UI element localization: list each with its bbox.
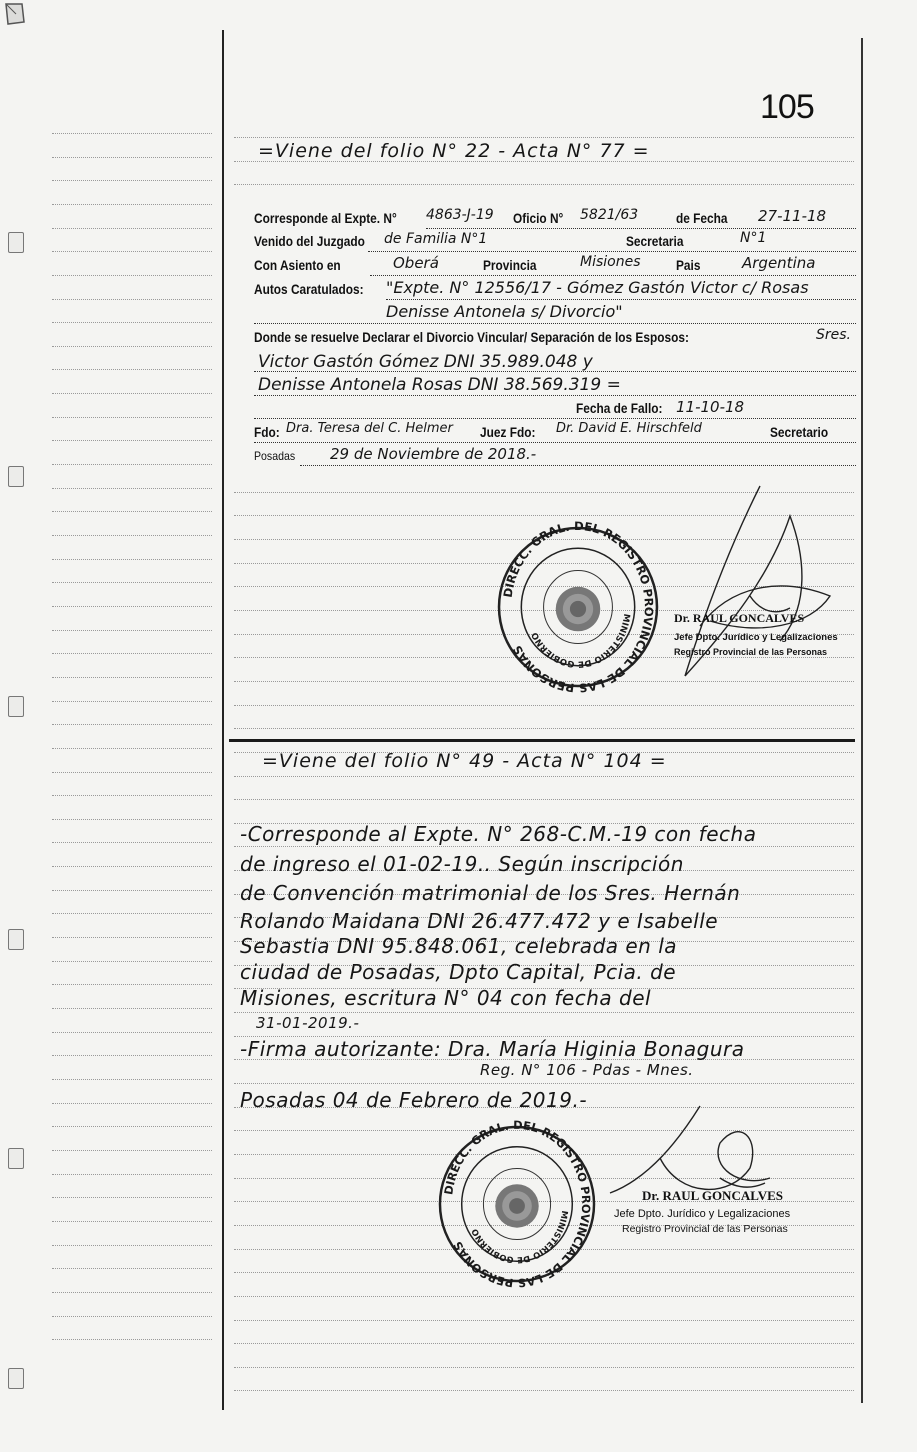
left-ruled-line xyxy=(52,630,212,631)
right-ruled-line xyxy=(234,1083,854,1084)
right-ruled-line xyxy=(234,799,854,800)
signature-1 xyxy=(640,476,840,696)
left-ruled-line xyxy=(52,464,212,465)
seal-ring-text-2: DIRECC. GRAL. DEL REGISTRO PROVINCIAL DE LAS PERSONAS xyxy=(441,1117,594,1291)
seal-inner-text-2: MINISTERIO DE GOBIERNO xyxy=(469,1209,571,1266)
binder-hole xyxy=(8,696,24,717)
act1-secretaria-value: N°1 xyxy=(740,230,767,246)
act2-body-line: Sebastia DNI 95.848.061, celebrada en la xyxy=(240,934,678,958)
right-ruled-line xyxy=(234,184,854,185)
act1-posadas-date: 29 de Noviembre de 2018.- xyxy=(330,445,537,463)
left-ruled-line xyxy=(52,511,212,512)
act1-secretario-label: Secretario xyxy=(770,425,829,440)
act1-juzgado-label: Venido del Juzgado xyxy=(254,234,365,249)
left-ruled-line xyxy=(52,180,212,181)
left-ruled-line xyxy=(52,1292,212,1293)
act1-pais-label: Pais xyxy=(676,258,701,273)
left-ruled-line xyxy=(52,440,212,441)
left-ruled-line xyxy=(52,984,212,985)
seal-inner-text: MINISTERIO DE GOBIERNO xyxy=(530,612,632,669)
left-ruled-line xyxy=(52,417,212,418)
act2-body-line: -Corresponde al Expte. N° 268-C.M.-19 con fecha xyxy=(240,822,757,846)
signature-1-name: Dr. RAUL GONCALVES xyxy=(674,611,805,625)
corner-mark xyxy=(4,2,26,26)
left-ruled-line xyxy=(52,701,212,702)
seal-ring-text: DIRECC. GRAL. DEL REGISTRO PROVINCIAL DE LAS PERSONAS xyxy=(500,518,656,696)
left-ruled-line xyxy=(52,1126,212,1127)
folio-number: 105 xyxy=(760,88,814,126)
left-ruled-line xyxy=(52,795,212,796)
left-ruled-line xyxy=(52,251,212,252)
act1-spouse-2: Denisse Antonela Rosas DNI 38.569.319 = xyxy=(258,375,621,395)
left-ruled-line xyxy=(52,748,212,749)
left-ruled-line xyxy=(52,204,212,205)
act1-asiento-value: Oberá xyxy=(393,254,439,272)
left-ruled-line xyxy=(52,724,212,725)
signature-2-title: Jefe Dpto. Jurídico y Legalizaciones xyxy=(614,1208,791,1220)
left-ruled-line xyxy=(52,535,212,536)
acts-divider xyxy=(229,739,855,742)
signature-1-office: Registro Provincial de las Personas xyxy=(674,647,828,657)
act1-fecha-value: 27-11-18 xyxy=(758,207,827,225)
left-ruled-line xyxy=(52,299,212,300)
left-ruled-line xyxy=(52,559,212,560)
left-ruled-line xyxy=(52,1221,212,1222)
right-ruled-line xyxy=(234,846,854,847)
act1-oficio-value: 5821/63 xyxy=(580,207,639,223)
left-ruled-line xyxy=(52,1008,212,1009)
binder-hole xyxy=(8,1368,24,1389)
binder-hole xyxy=(8,929,24,950)
act2-body-line: de ingreso el 01-02-19.. Según inscripción xyxy=(240,852,684,876)
left-ruled-line xyxy=(52,937,212,938)
right-ruled-line xyxy=(234,1012,854,1013)
act1-asiento-label: Con Asiento en xyxy=(254,258,341,273)
right-ruled-line xyxy=(234,776,854,777)
act1-fecha-label: de Fecha xyxy=(676,211,728,226)
act1-autos-value: "Expte. N° 12556/17 - Gómez Gastón Victor c/ Rosas Denisse Antonela s/ Divorcio" xyxy=(386,278,809,321)
left-ruled-line xyxy=(52,1079,212,1080)
left-ruled-line xyxy=(52,913,212,914)
act1-spouse-1: Victor Gastón Gómez DNI 35.989.048 y xyxy=(258,352,593,372)
act1-secretaria-label: Secretaria xyxy=(626,234,684,249)
left-ruled-line xyxy=(52,1174,212,1175)
left-ruled-line xyxy=(52,133,212,134)
act1-judge-name: Dra. Teresa del C. Helmer xyxy=(286,421,453,436)
left-ruled-line xyxy=(52,157,212,158)
left-ruled-line xyxy=(52,842,212,843)
left-ruled-line xyxy=(52,1197,212,1198)
act1-provincia-value: Misiones xyxy=(580,254,641,270)
left-ruled-line xyxy=(52,1268,212,1269)
left-ruled-line xyxy=(52,1316,212,1317)
registry-seal-2 xyxy=(438,1104,596,1304)
act1-expte-label: Corresponde al Expte. N° xyxy=(254,211,397,226)
right-ruled-line xyxy=(234,137,854,138)
act1-pais-value: Argentina xyxy=(742,254,816,272)
left-ruled-line xyxy=(52,677,212,678)
left-ruled-line xyxy=(52,1150,212,1151)
act1-divorcio-value: Sres. xyxy=(816,327,851,343)
right-ruled-line xyxy=(234,728,854,729)
act2-body-line: Posadas 04 de Febrero de 2019.- xyxy=(240,1088,588,1112)
left-ruled-line xyxy=(52,1103,212,1104)
act2-body-line: 31-01-2019.- xyxy=(256,1014,360,1032)
act2-body-line: Reg. N° 106 - Pdas - Mnes. xyxy=(480,1061,694,1079)
left-ruled-line xyxy=(52,369,212,370)
left-ruled-line xyxy=(52,606,212,607)
left-ruled-line xyxy=(52,488,212,489)
right-ruled-line xyxy=(234,705,854,706)
act2-header: =Viene del folio N° 49 - Acta N° 104 = xyxy=(262,750,667,772)
left-ruled-line xyxy=(52,819,212,820)
act1-oficio-label: Oficio N° xyxy=(513,211,564,226)
signature-2-name: Dr. RAUL GONCALVES xyxy=(642,1188,783,1203)
right-margin-line xyxy=(861,38,863,1403)
left-ruled-line xyxy=(52,890,212,891)
binder-hole xyxy=(8,466,24,487)
act1-header: =Viene del folio N° 22 - Acta N° 77 = xyxy=(258,140,650,162)
left-ruled-line xyxy=(52,322,212,323)
left-ruled-line xyxy=(52,275,212,276)
margin-line xyxy=(222,30,224,1410)
act1-fdo-label: Fdo: xyxy=(254,425,280,440)
right-ruled-line xyxy=(234,1343,854,1344)
left-ruled-line xyxy=(52,1245,212,1246)
signature-2-office: Registro Provincial de las Personas xyxy=(622,1223,788,1235)
left-ruled-line xyxy=(52,228,212,229)
left-ruled-line xyxy=(52,772,212,773)
left-ruled-line xyxy=(52,1055,212,1056)
binder-hole xyxy=(8,1148,24,1169)
right-ruled-line xyxy=(234,1390,854,1391)
left-ruled-line xyxy=(52,582,212,583)
act1-juez-fdo-label: Juez Fdo: xyxy=(480,425,536,440)
act1-fallo-value: 11-10-18 xyxy=(676,398,745,416)
left-ruled-line xyxy=(52,346,212,347)
act2-body-line: Rolando Maidana DNI 26.477.472 y e Isabelle xyxy=(240,909,719,933)
left-ruled-line xyxy=(52,1339,212,1340)
act1-fallo-label: Fecha de Fallo: xyxy=(576,401,663,416)
act2-body-line: Misiones, escritura N° 04 con fecha del xyxy=(240,986,652,1010)
left-ruled-line xyxy=(52,1032,212,1033)
left-ruled-line xyxy=(52,961,212,962)
right-ruled-line xyxy=(234,1367,854,1368)
registry-seal-1 xyxy=(497,512,659,702)
act1-posadas-label: Posadas xyxy=(254,449,296,463)
left-ruled-line xyxy=(52,653,212,654)
act2-body-line: -Firma autorizante: Dra. María Higinia Bonagura xyxy=(240,1037,745,1061)
left-ruled-line xyxy=(52,866,212,867)
act1-autos-label: Autos Caratulados: xyxy=(254,282,364,297)
left-ruled-line xyxy=(52,393,212,394)
binder-hole xyxy=(8,232,24,253)
act1-expte-value: 4863-J-19 xyxy=(426,207,494,223)
signature-1-title: Jefe Dpto. Jurídico y Legalizaciones xyxy=(674,632,838,643)
act2-body-line: de Convención matrimonial de los Sres. Hernán xyxy=(240,881,741,905)
right-ruled-line xyxy=(234,1320,854,1321)
act2-body-line: ciudad de Posadas, Dpto Capital, Pcia. de xyxy=(240,960,677,984)
act1-divorcio-label: Donde se resuelve Declarar el Divorcio Vincular/ Separación de los Esposos: xyxy=(254,330,689,345)
act1-juzgado-value: de Familia N°1 xyxy=(384,231,488,247)
act1-provincia-label: Provincia xyxy=(483,258,537,273)
act1-secretary-name: Dr. David E. Hirschfeld xyxy=(556,421,702,436)
